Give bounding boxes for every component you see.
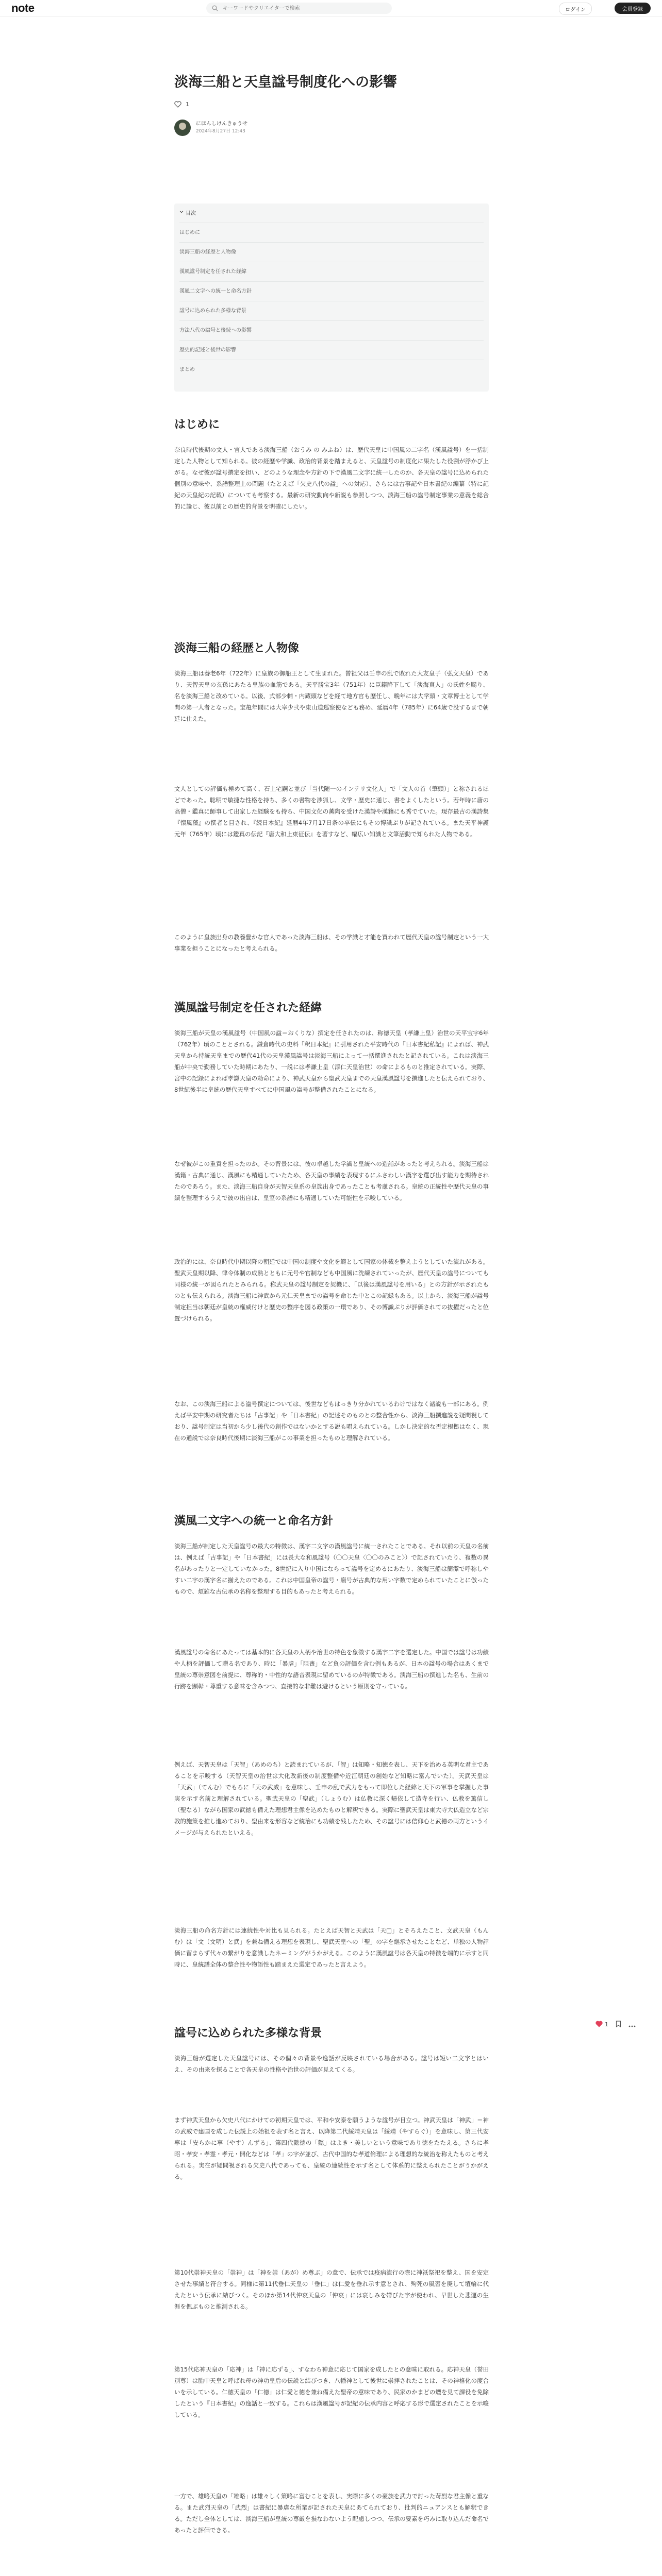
toc-item[interactable]: 諡号に込められた多様な背景 (179, 301, 484, 320)
login-button[interactable]: ログイン (559, 3, 592, 15)
section-heading: 漢風二文字への統一と命名方針 (174, 1515, 334, 1528)
paragraph: 奈良時代後期の文人・官人である淡海三船（おうみ の みふね）は、歴代天皇に中国風の二字名（漢風諡号）を一括制定した人物として知られる。彼の経歴や学識、政治的背景を踏まえると、天皇諡号の制度化に果たした役割が浮かび上がる。なぜ彼が諡号撰定を担い、どのような理念や方針の下で漢風二文字に統一したのか、各天皇の諡号に込められた個別の意味や、系譜整理上の問題（たとえば「欠史八代の諡」への対応）、さらには古事記や日本書紀の編纂（特に記紀の天皇紀の記載）についても考察する。最新の研究動向や新説も参照しつつ、淡海三船の諡号制定事業の意義を総合的に論じ、彼以前との歴史的背景を明確にしたい。 (174, 446, 489, 510)
toc-item[interactable]: はじめに (179, 223, 484, 242)
heart-icon (595, 2020, 603, 2029)
paragraph: 漢風諡号の命名にあたっては基本的に各天皇の人柄や治世の特色を象徴する漢字二字を選定した。中国では諡号は功績や人柄を評価して贈る名であり、時に「暴虐」「阻喪」など負の評価を含む例もあるが、日本の諡号の場合はあくまで皇統の尊崇意図を前提に、尊称的・中性的な語音表現に留めているのが特徴である。淡海三船の撰進した名も、生前の行跡を顕彰・尊重する意味を含みつつ、直接的な非難は避けるという原則を守っている。 (174, 1649, 489, 1690)
paragraph: 淡海三船が制定した天皇諡号の最大の特徴は、漢字二文字の漢風諡号に統一されたことである。それ以前の天皇の名前は、例えば「古事記」や「日本書紀」には長大な和風諡号（〇〇天皇〈〇〇のみこと〉）で記されていたり、複数の異名があったりと一定していなかった。8世紀に入り中国にならって諡号を定めるにあたり、淡海三船は簡潔で呼称しやすい二字の漢字名に揃えたのである。これは中国皇帝の諡号・廟号が古典的な用い字数で定められていたことに倣ったもので、煩雑な古伝承の名称を整理する目的もあったと考えられる。 (174, 1543, 489, 1595)
search-icon (211, 5, 219, 12)
post-date: 2024年8月27日 12:43 (196, 129, 245, 134)
paragraph: 一方で、雄略天皇の「雄略」は雄々しく策略に富むことを表し、実際に多くの豪族を武力で討った苛烈な君主像と重なる。また武烈天皇の「武烈」は書紀に暴虐な所業が記された天皇にあてられており、批判的ニュアンスとも解釈できる。ただし全体としては、淡海三船が皇統の尊厳を損なわないよう配慮しつつ、伝承の要素を巧みに取り込んだ命名であったと評価できる。 (174, 2493, 489, 2534)
paragraph: 淡海三船の命名方針には連続性や対比も見られる。たとえば天智と天武は「天□」とそろえたこと、文武天皇（もんむ）は「文（文明）と武」を兼ね備える理想を表現し、聖武天皇への「聖」の字を継承させたことなど、単独の人物評価に留まらず代々の繋がりを意識したネーミングがうかがえる。このように漢風諡号は各天皇の特徴を端的に示すと同時に、皇統譜全体の整合性や物語性も踏まえた選定であったと言えよう。 (174, 1927, 489, 1968)
avatar[interactable] (174, 120, 191, 136)
like-count: 1 (186, 101, 189, 108)
like-count: 1 (605, 2021, 608, 2028)
toc-heading: 目次 (186, 211, 196, 216)
toc-item[interactable]: 漢風二文字への統一と命名方針 (179, 281, 484, 301)
paragraph: 淡海三船は養老6年（722年）に皇族の御船王として生まれた。曾祖父は壬申の乱で敗れた大友皇子（弘文天皇）であり、天智天皇の玄孫にあたる皇族の血筋である。天平勝宝3年（751年）に臣籍降下して「淡海真人」の氏姓を賜り、名を淡海三船と改めている。以後、式部少輔・内蔵頭などを経て地方官も歴任し、晩年には大学頭・文章博士として学問の第一人者となった。宝亀年間には大宰少弐や東山道巡察使なども務め、延暦4年（785年）に64歳で没するまで朝廷に仕えた。 (174, 670, 489, 722)
paragraph: 淡海三船が選定した天皇諡号には、その個々の背景や逸話が反映されている場合がある。諡号は短い二文字とはいえ、その由来を探ることで各天皇の性格や治世の評価が見えてくる。 (174, 2055, 489, 2073)
heart-icon[interactable] (174, 101, 181, 108)
paragraph: なぜ彼がこの重責を担ったのか。その背景には、彼の卓越した学識と皇統への造詣があったと考えられる。淡海三船は漢籍・古典に通じ、漢風にも精通していたため、各天皇の事績を表現するにふさわしい漢字を選び出す能力を期待されたのであろう。また、淡海三船自身が天智天皇系の皇族出身であったことも考慮される。皇統の正統性や歴代天皇の事績を整理するうえで彼の出自は、皇室の系譜にも精通していた可能性を示唆している。 (174, 1160, 489, 1201)
article-title: 淡海三船と天皇諡号制度化への影響 (174, 74, 397, 90)
toc-list (179, 223, 484, 379)
note-logo[interactable]: note (11, 2, 35, 14)
chevron-down-icon (179, 210, 184, 215)
toc-item[interactable]: 歴史的記述と後世の影響 (179, 340, 484, 360)
toc-item[interactable]: 方法八代の諡号と後続への影響 (179, 320, 484, 340)
paragraph: 政治的には、奈良時代中期以降の朝廷では中国の制度や文化を範として国家の体裁を整えようとしていた流れがある。聖武天皇期以降、律令体制の成熟とともに元号や官制なども中国風に洗練されていったが、歴代天皇の諡号についても同様の統一が図られたとみられる。称武天皇の諡号制定を契機に、「以後は漢風諡号を用いる」との方針が示されたものとも伝えられる。淡海三船に神武から元仁天皇までの諡号を命じた中とこの記録もある。以上から、淡海三船が諡号制定担当は朝廷が皇統の権威付けと歴史の整序を図る政策の一環であり、その博識ぶりが評価されての抜擢だったと位置づけられる。 (174, 1258, 489, 1322)
bookmark-icon[interactable] (616, 2020, 621, 2029)
search-box[interactable] (206, 3, 392, 14)
search-input[interactable] (222, 5, 389, 12)
section-heading: 淡海三船の経歴と人物像 (174, 642, 300, 655)
table-of-contents (174, 204, 489, 392)
section-heading: 漢風諡号制定を任された経緯 (174, 1002, 322, 1014)
toc-item[interactable]: 漢風諡号制定を任された経緯 (179, 262, 484, 281)
paragraph: なお、この淡海三船による諡号撰定については、後世などもはっきり分かれているわけではなく諸説も一部にある。例えば平安中期の研究者たちは「古事記」や「日本書紀」の記述そのものとの整合性から、淡海三船撰進説を疑問視しており、諡号制定は当初から少し後代の創作ではないかとする説も唱えられている。しかし決定的な否定根拠はなく、現在の通説では奈良時代後期に淡海三船がこの事業を担ったものと理解されている。 (174, 1400, 489, 1442)
top-navbar (0, 0, 662, 17)
section-heading: 諡号に込められた多様な背景 (174, 2027, 322, 2040)
author-info[interactable] (174, 120, 247, 136)
paragraph: 淡海三船が天皇の漢風諡号（中国風の諡＝おくりな）撰定を任されたのは、称徳天皇（孝謙上皇）治世の天平宝字6年（762年）頃のこととされる。鎌倉時代の史料『釈日本紀』に引用された平安時代の『日本書紀私記』によれば、神武天皇から持統天皇までの歴代41代の天皇漢風諡号は淡海三船によって一括撰進されたと記されている。これは淡海三船が中央で勤務していた時期にあたり、一説には孝謙上皇（淳仁天皇治世）の命によるものと推定されている。実際、宮中の記録によれば孝謙天皇の勅命により、神武天皇から聖武天皇までの天皇漢風諡号を撰進したと伝えられており、8世紀後半に皇統の歴代天皇すべてに中国風の諡号が整備されたことになる。 (174, 1029, 489, 1093)
paragraph: 第10代崇神天皇の「崇神」は「神を崇（あが）め尊ぶ」の意で、伝承では疫病流行の際に神祇祭祀を整え、国を安定させた事績と符合する。同様に第11代垂仁天皇の「垂仁」は仁愛を垂れ示す意とされ、殉死の風習を廃して埴輪に代えたという伝承に結びつく。そのほか第14代仲哀天皇の「仲哀」には哀しみを帯びた字が使われ、早世した悲運の生涯を偲ぶものと推測される。 (174, 2269, 489, 2310)
more-options-icon[interactable] (628, 2020, 636, 2029)
paragraph: 第15代応神天皇の「応神」は「神に応ずる」、すなわち神意に応じて国家を成したとの意味に取れる。応神天皇（誉田別尊）は胎中天皇と呼ばれ母の神功皇后の伝説と結びつき、八幡神として後世に崇拝されたことは、その神格化の度合いを示している。仁徳天皇の「仁徳」は仁愛と徳を兼ね備えた聖帝の意味であり、民家のかまどの煙を見て課役を免除したという『日本書紀』の逸話と一致する。これらは漢風諡号が記紀の伝承内容と呼応する形で選定されたことを示唆している。 (174, 2366, 489, 2418)
like-summary[interactable] (174, 101, 189, 108)
signup-button[interactable]: 会員登録 (615, 3, 651, 14)
author-name[interactable]: にほんしけんきゅうせ (196, 121, 247, 127)
paragraph: 文人としての評価も極めて高く、石上宅嗣と並び「当代随一のインテリ文化人」で「文人の首（筆頭）」と称されるほどであった。聡明で敏捷な性格を持ち、多くの書物を渉猟し、文学・歴史に通じ、書をよくしたという。若年時に唐の高僧・鑑真に師事して出家した経験をも持ち、中国文化の薫陶を受けた漢詩や漢籍にも秀でていた。現存最古の漢詩集『懐風藻』の撰者と目され、『続日本紀』延暦4年7月17日条の卒伝にもその博識ぶりが記されている。また天平神護元年（765年）頃には鑑真の伝記『唐大和上東征伝』を著すなど、幅広い知識と文筆活動で知られた人物である。 (174, 785, 489, 838)
section-heading: はじめに (174, 418, 220, 431)
toc-item[interactable]: 淡海三船の経歴と人物像 (179, 242, 484, 262)
like-button[interactable] (595, 2020, 608, 2029)
toc-item[interactable]: まとめ (179, 360, 484, 379)
paragraph: 例えば、天智天皇は「天智」（あめのち）と読まれているが、「智」は知略・知徳を表し、天下を治める英明な君主であることを示唆する（天智天皇の治世は大化改新後の制度整備や近江朝廷の創始など知略に富んでいた）。天武天皇は「天武」（てんむ）でもろに「天の武威」を意味し、壬申の乱で武力をもって即位した経緯と天下の軍事を掌握した事実を示す名前と理解されている。聖武天皇の「聖武」（しょうむ）は仏教に深く帰依して造寺を行い、仏教を篤信し（聖なる）ながら国家の武徳も備えた理想君主像を込めたものと解釈できる。実際に聖武天皇は東大寺大仏造立など宗教的施策を推し進めており、聖由来を形容など統治にも功績を残したため、その諡号には信仰心と武徳の両方というイメージが与えられたといえる。 (174, 1761, 489, 1836)
toc-header[interactable] (179, 209, 196, 216)
paragraph: まず神武天皇から欠史八代にかけての初期天皇では、平和や安泰を願うような諡号が目立つ。神武天皇は「神武」＝神の武威で建国を成した伝説上の始祖を表す名と言え、以降第二代綏靖天皇は「綏靖（やすらぐ）」を意味し、第三代安寧は「安らかに寧（やす）んずる」、第四代懿徳の「懿」はよき・美しいという意味であり徳をたたえる。さらに孝昭・孝安・孝霊・孝元・開化などは「孝」の字が並び、古代中国的な孝道倫理による理想的な統治を称えたものと考えられる。実在が疑問視される欠史八代であっても、皇統の連続性を示す名として体系的に整えられたことがうかがえる。 (174, 2116, 489, 2180)
paragraph: このように皇族出身の教養豊かな官人であった淡海三船は、その学識と才能を買われて歴代天皇の諡号制定という一大事業を担うことになったと考えられる。 (174, 934, 489, 952)
floating-action-bar (595, 2020, 636, 2029)
